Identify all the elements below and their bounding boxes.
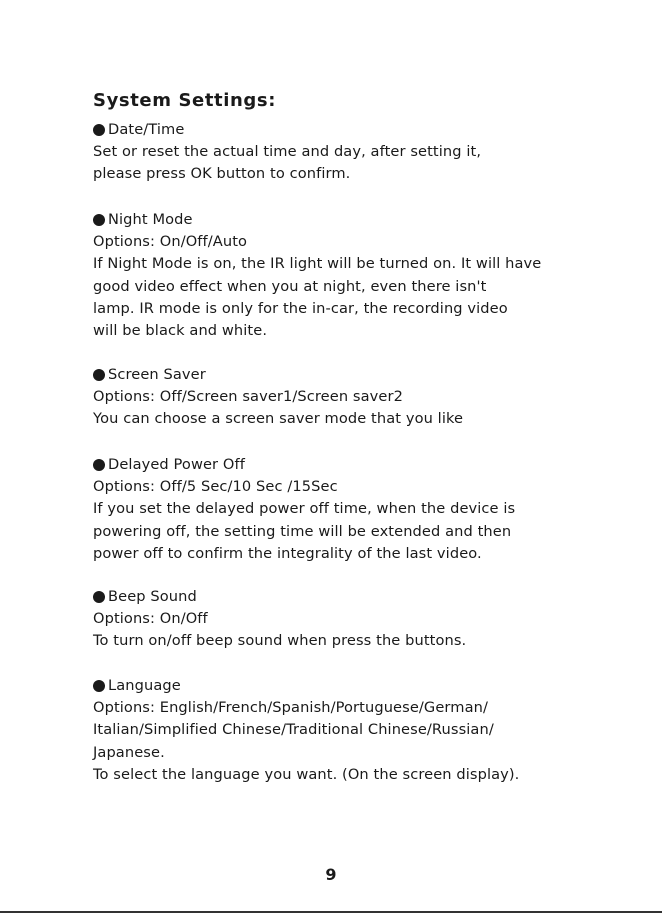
section-heading: [93, 364, 593, 386]
body-line: powering off, the setting time will be extended and then: [93, 522, 512, 540]
section-heading: [93, 209, 593, 231]
body-line: lamp. IR mode is only for the in-car, the recording video: [93, 299, 508, 317]
bullet-icon: [93, 591, 105, 603]
section-night-mode: [93, 209, 593, 342]
section-screen-saver: [93, 364, 593, 431]
body-line: Options: English/French/Spanish/Portuguese/German/: [93, 699, 488, 717]
heading-text: Delayed Power Off: [108, 456, 245, 473]
body-line: will be black and white.: [93, 322, 268, 340]
section-beep-sound: [93, 586, 593, 653]
body-line: Options: On/Off: [93, 610, 208, 628]
body-line: You can choose a screen saver mode that you like: [93, 410, 464, 428]
section-date-time: [93, 119, 593, 186]
body-line: good video effect when you at night, even there isn't: [93, 277, 487, 295]
heading-text: Beep Sound: [108, 588, 197, 605]
section-heading: [93, 119, 593, 141]
body-line: Italian/Simplified Chinese/Traditional Chinese/Russian/: [93, 721, 494, 739]
section-heading: [93, 675, 593, 697]
body-line: If you set the delayed power off time, when the device is: [93, 500, 516, 518]
body-line: Japanese.: [93, 743, 165, 761]
body-line: If Night Mode is on, the IR light will be turned on. It will have: [93, 255, 542, 273]
heading-text: Language: [108, 677, 181, 694]
body-line: please press OK button to confirm.: [93, 165, 351, 183]
body-line: To select the language you want. (On the screen display).: [93, 765, 520, 783]
body-line: Options: On/Off/Auto: [93, 233, 248, 251]
body-line: Options: Off/5 Sec/10 Sec /15Sec: [93, 478, 338, 496]
heading-text: Date/Time: [108, 121, 185, 138]
bottom-rule: [0, 911, 662, 913]
bullet-icon: [93, 680, 105, 692]
bullet-icon: [93, 459, 105, 471]
bullet-icon: [93, 124, 105, 136]
heading-text: Night Mode: [108, 211, 193, 228]
body-line: Options: Off/Screen saver1/Screen saver2: [93, 388, 403, 406]
heading-text: Screen Saver: [108, 366, 206, 383]
section-delayed-power-off: [93, 454, 593, 565]
page-title: System Settings:: [93, 90, 277, 111]
section-heading: [93, 454, 593, 476]
bullet-icon: [93, 369, 105, 381]
page-number: 9: [325, 865, 337, 884]
bullet-icon: [93, 214, 105, 226]
body-line: power off to confirm the integrality of the last video.: [93, 544, 482, 562]
body-line: To turn on/off beep sound when press the buttons.: [93, 632, 467, 650]
section-language: [93, 675, 593, 786]
section-heading: [93, 586, 593, 608]
body-line: Set or reset the actual time and day, after setting it,: [93, 143, 482, 161]
